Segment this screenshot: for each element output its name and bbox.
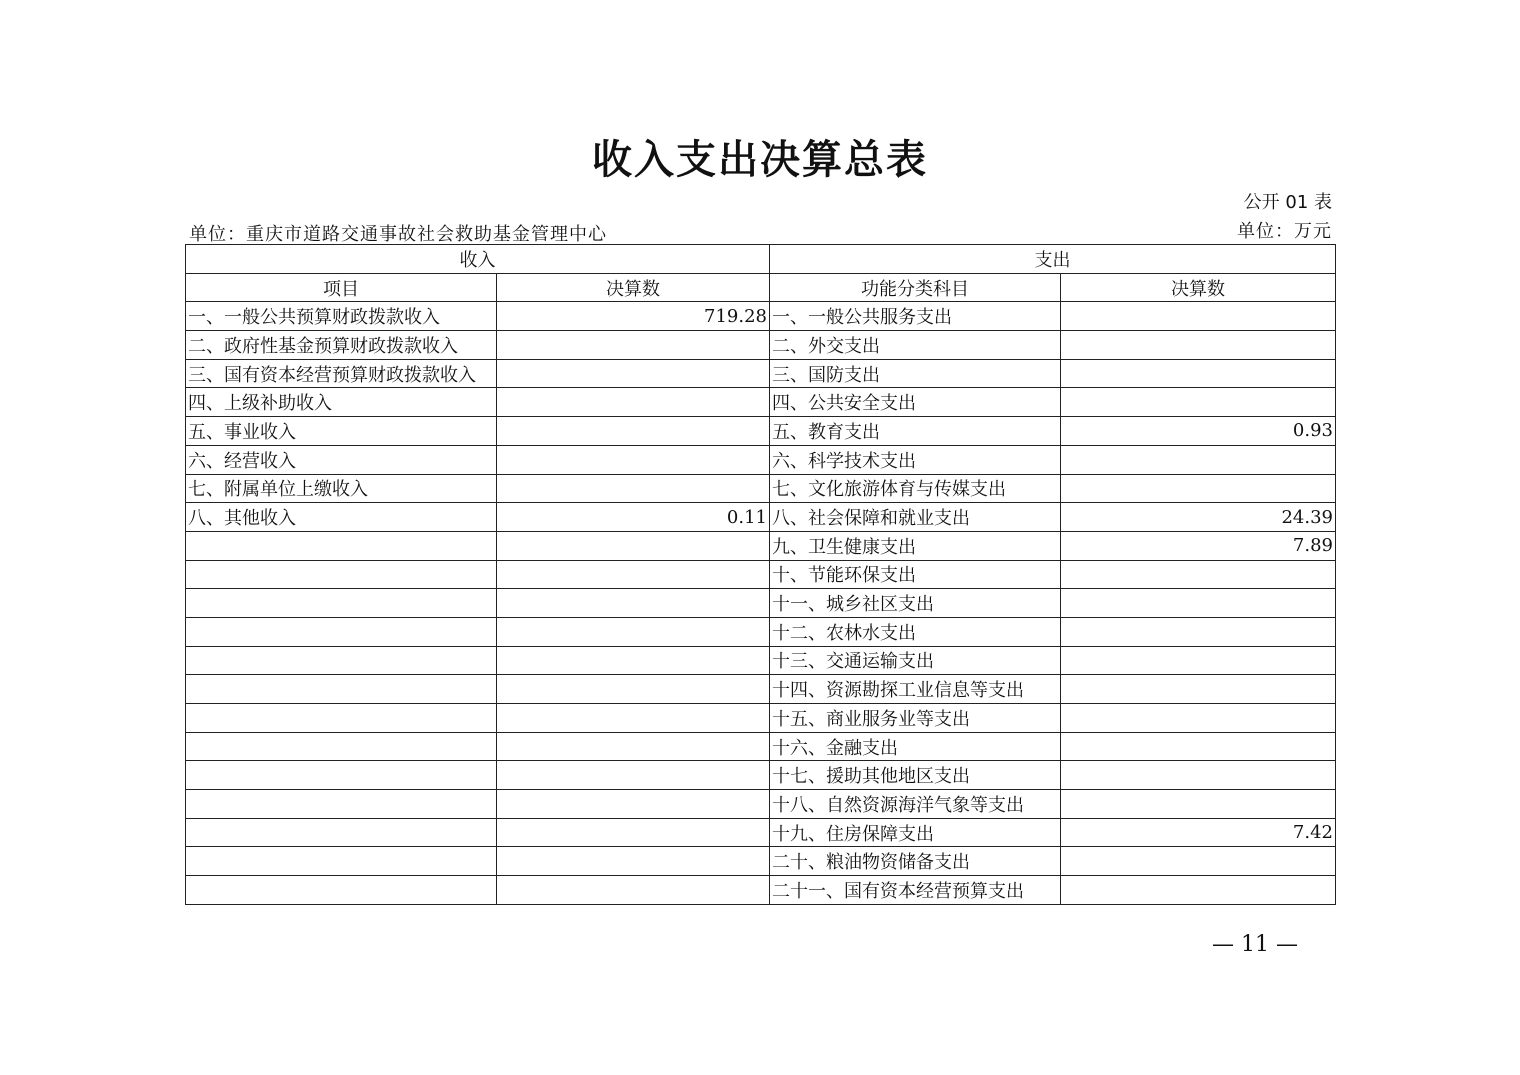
income-item-cell: 七、附属单位上缴收入: [186, 474, 497, 503]
expense-amount-cell: [1061, 646, 1336, 675]
expense-amount-cell: [1061, 704, 1336, 733]
table-row: [186, 474, 1336, 503]
income-amount-cell: [497, 388, 770, 417]
income-expense-table: [185, 244, 1336, 905]
expense-item-cell: 十、节能环保支出: [770, 560, 1061, 589]
income-amount-cell: 719.28: [497, 302, 770, 331]
expense-amount-cell: [1061, 617, 1336, 646]
income-item-cell: [186, 818, 497, 847]
income-item-cell: 二、政府性基金预算财政拨款收入: [186, 331, 497, 360]
table-row: [186, 790, 1336, 819]
expense-amount-cell: [1061, 445, 1336, 474]
expense-amount-cell: [1061, 331, 1336, 360]
income-amount-cell: [497, 790, 770, 819]
expense-item-cell: 二十一、国有资本经营预算支出: [770, 876, 1061, 905]
expense-item-cell: 九、卫生健康支出: [770, 531, 1061, 560]
expense-item-cell: 十四、资源勘探工业信息等支出: [770, 675, 1061, 704]
income-item-cell: [186, 589, 497, 618]
expense-item-cell: 十五、商业服务业等支出: [770, 704, 1061, 733]
expense-item-cell: 五、教育支出: [770, 417, 1061, 446]
income-amount-cell: [497, 876, 770, 905]
expense-amount-cell: [1061, 302, 1336, 331]
table-row: [186, 445, 1336, 474]
expense-item-cell: 十六、金融支出: [770, 732, 1061, 761]
table-row: [186, 704, 1336, 733]
expense-amount-cell: [1061, 560, 1336, 589]
income-amount-cell: [497, 646, 770, 675]
income-item-cell: 五、事业收入: [186, 417, 497, 446]
table-row: [186, 388, 1336, 417]
expense-amount-cell: 24.39: [1061, 503, 1336, 532]
expense-item-cell: 十一、城乡社区支出: [770, 589, 1061, 618]
income-item-cell: 一、一般公共预算财政拨款收入: [186, 302, 497, 331]
expense-item-cell: 二十、粮油物资储备支出: [770, 847, 1061, 876]
item-column-header: 项目: [186, 273, 497, 302]
income-item-cell: 八、其他收入: [186, 503, 497, 532]
table-row: [186, 359, 1336, 388]
expense-amount-column-header: 决算数: [1061, 273, 1336, 302]
page-title: 收入支出决算总表: [592, 136, 928, 183]
income-item-cell: [186, 704, 497, 733]
table-row: [186, 818, 1336, 847]
income-amount-cell: [497, 704, 770, 733]
category-column-header: 功能分类科目: [770, 273, 1061, 302]
table-row: [186, 617, 1336, 646]
expense-amount-cell: [1061, 790, 1336, 819]
income-amount-cell: [497, 675, 770, 704]
table-row: [186, 876, 1336, 905]
income-amount-cell: [497, 331, 770, 360]
reporting-unit: 单位：重庆市道路交通事故社会救助基金管理中心: [189, 224, 607, 245]
table-row: [186, 646, 1336, 675]
income-item-cell: [186, 732, 497, 761]
expense-amount-cell: [1061, 761, 1336, 790]
table-row: [186, 302, 1336, 331]
expense-item-cell: 四、公共安全支出: [770, 388, 1061, 417]
table-row: [186, 847, 1336, 876]
table-row: [186, 589, 1336, 618]
income-amount-cell: [497, 359, 770, 388]
income-item-cell: [186, 761, 497, 790]
income-amount-cell: [497, 531, 770, 560]
income-amount-cell: [497, 445, 770, 474]
income-item-cell: 三、国有资本经营预算财政拨款收入: [186, 359, 497, 388]
expense-amount-cell: [1061, 589, 1336, 618]
income-item-cell: [186, 560, 497, 589]
income-item-cell: [186, 646, 497, 675]
table-body: [186, 302, 1336, 904]
expense-section-header: 支出: [770, 245, 1336, 274]
income-amount-cell: [497, 617, 770, 646]
expense-item-cell: 二、外交支出: [770, 331, 1061, 360]
expense-item-cell: 十七、援助其他地区支出: [770, 761, 1061, 790]
expense-amount-cell: 7.42: [1061, 818, 1336, 847]
income-section-header: 收入: [186, 245, 770, 274]
table-row: [186, 531, 1336, 560]
expense-amount-cell: [1061, 847, 1336, 876]
income-item-cell: [186, 617, 497, 646]
income-amount-cell: [497, 761, 770, 790]
expense-item-cell: 七、文化旅游体育与传媒支出: [770, 474, 1061, 503]
expense-amount-cell: [1061, 474, 1336, 503]
expense-amount-cell: [1061, 675, 1336, 704]
income-item-cell: [186, 847, 497, 876]
income-amount-cell: [497, 847, 770, 876]
table-row: [186, 503, 1336, 532]
income-amount-cell: [497, 560, 770, 589]
expense-amount-cell: [1061, 876, 1336, 905]
expense-item-cell: 一、一般公共服务支出: [770, 302, 1061, 331]
income-item-cell: [186, 531, 497, 560]
expense-item-cell: 十八、自然资源海洋气象等支出: [770, 790, 1061, 819]
expense-item-cell: 六、科学技术支出: [770, 445, 1061, 474]
table-row: [186, 761, 1336, 790]
expense-amount-cell: 0.93: [1061, 417, 1336, 446]
expense-amount-cell: [1061, 732, 1336, 761]
income-amount-cell: [497, 732, 770, 761]
income-item-cell: 四、上级补助收入: [186, 388, 497, 417]
page-number: — 11 —: [1212, 932, 1298, 957]
expense-amount-cell: [1061, 359, 1336, 388]
table-row: [186, 675, 1336, 704]
income-amount-cell: [497, 818, 770, 847]
form-number: 公开 01 表: [1243, 192, 1332, 213]
income-item-cell: 六、经营收入: [186, 445, 497, 474]
income-item-cell: [186, 876, 497, 905]
income-amount-cell: [497, 417, 770, 446]
section-header-row: [186, 245, 1336, 274]
expense-item-cell: 十九、住房保障支出: [770, 818, 1061, 847]
expense-item-cell: 十三、交通运输支出: [770, 646, 1061, 675]
income-item-cell: [186, 790, 497, 819]
table-row: [186, 331, 1336, 360]
table-row: [186, 732, 1336, 761]
expense-item-cell: 十二、农林水支出: [770, 617, 1061, 646]
expense-amount-cell: 7.89: [1061, 531, 1336, 560]
income-amount-cell: 0.11: [497, 503, 770, 532]
income-amount-cell: [497, 589, 770, 618]
expense-amount-cell: [1061, 388, 1336, 417]
expense-item-cell: 三、国防支出: [770, 359, 1061, 388]
column-header-row: [186, 273, 1336, 302]
currency-unit: 单位：万元: [1237, 221, 1332, 242]
income-amount-cell: [497, 474, 770, 503]
table-row: [186, 560, 1336, 589]
expense-item-cell: 八、社会保障和就业支出: [770, 503, 1061, 532]
income-amount-column-header: 决算数: [497, 273, 770, 302]
income-item-cell: [186, 675, 497, 704]
table-row: [186, 417, 1336, 446]
